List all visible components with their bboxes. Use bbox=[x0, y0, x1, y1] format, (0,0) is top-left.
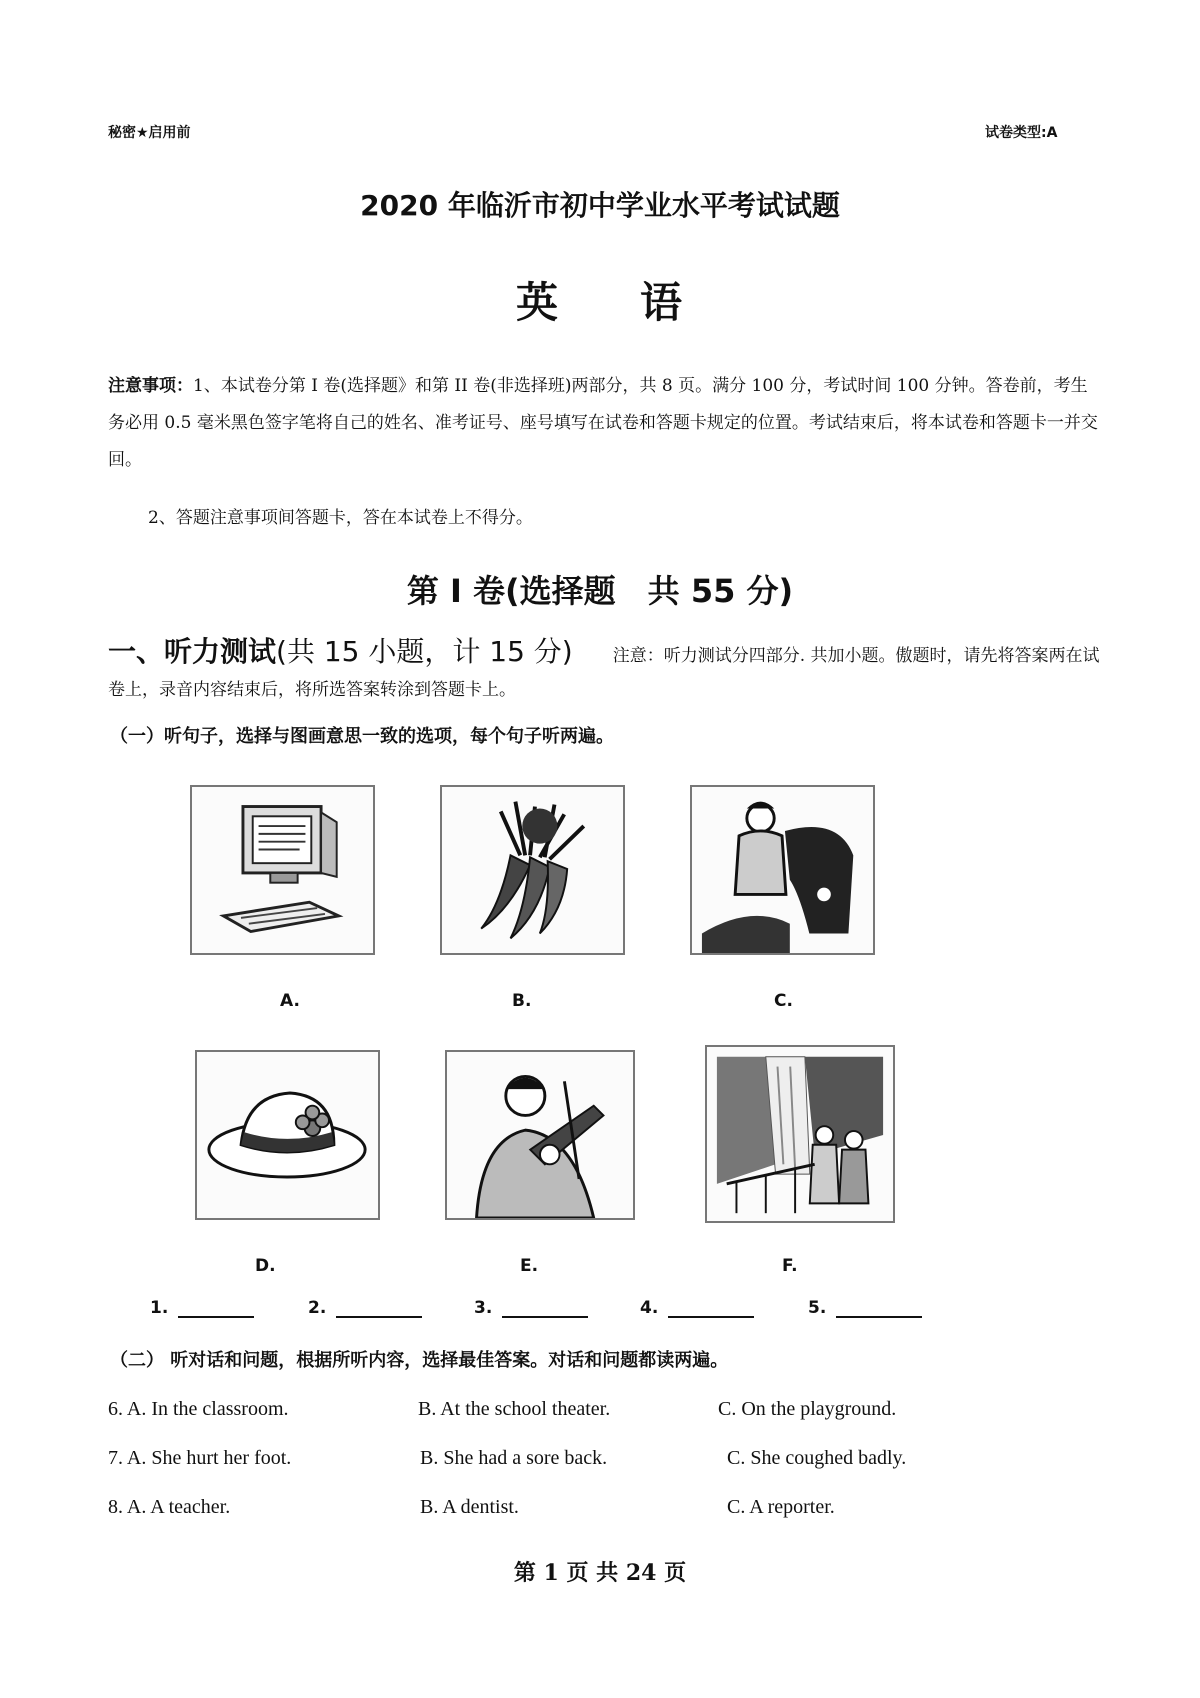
blank-line[interactable] bbox=[502, 1315, 588, 1318]
part-2-instruction: （二） 听对话和问题，根据所听内容，选择最佳答案。对话和问题都读两遍。 bbox=[110, 1350, 729, 1371]
computer-icon bbox=[192, 787, 373, 953]
picture-label-b: B. bbox=[512, 991, 532, 1011]
exam-title: 2020 年临沂市初中学业水平考试试题 bbox=[360, 189, 840, 222]
notes-item-1: 1、本试卷分第 I 卷(选择题》和第 II 卷(非选择班)两部分，共 8 页。满分 100 分，考试时间 100 分钟。答卷前，考生务必用 0.5 毫米黑色签字笔将自己的姓名、准考证号、座号填写在试卷和答题卡规定的位置。考试结束后，将本试卷和答题卡一并交回。 bbox=[108, 376, 1098, 470]
q7-option-c[interactable]: C. She coughed badly. bbox=[727, 1447, 907, 1469]
answer-blank-2[interactable] bbox=[308, 1298, 422, 1318]
picture-label-f: F. bbox=[782, 1256, 798, 1276]
picture-label-d: D. bbox=[255, 1256, 276, 1276]
part-1-instruction: （一）听句子，选择与图画意思一致的选项，每个句子听两遍。 bbox=[110, 726, 614, 747]
picture-label-e: E. bbox=[520, 1256, 539, 1276]
blank-line[interactable] bbox=[668, 1315, 754, 1318]
q8-option-b[interactable]: B. A dentist. bbox=[420, 1496, 519, 1518]
picture-label-c: C. bbox=[774, 991, 793, 1011]
q6-option-b[interactable]: B. At the school theater. bbox=[418, 1398, 611, 1420]
exam-notes bbox=[108, 368, 1100, 479]
section-1-title: 一、听力测试 bbox=[108, 635, 277, 668]
answer-blank-3[interactable] bbox=[474, 1298, 588, 1318]
q7-option-a[interactable]: 7. A. She hurt her foot. bbox=[108, 1447, 292, 1469]
waterfall-icon bbox=[707, 1047, 893, 1221]
blank-line[interactable] bbox=[336, 1315, 422, 1318]
horse-rider-icon bbox=[692, 787, 873, 953]
picture-a bbox=[190, 785, 375, 955]
hat-icon bbox=[197, 1052, 378, 1218]
picture-label-a: A. bbox=[280, 991, 300, 1011]
q7-option-b[interactable]: B. She had a sore back. bbox=[420, 1447, 608, 1469]
violin-player-icon bbox=[447, 1052, 633, 1218]
notes-item-2: 2、答题注意事项间答题卡，答在本试卷上不得分。 bbox=[148, 508, 533, 528]
confidential-label: 秘密★启用前 bbox=[108, 125, 191, 141]
blank-number: 1. bbox=[150, 1298, 169, 1318]
section-1-heading bbox=[108, 635, 1100, 707]
picture-e bbox=[445, 1050, 635, 1220]
section-1-meta: (共 15 小题，计 15 分) bbox=[276, 635, 573, 668]
answer-blank-1[interactable] bbox=[150, 1298, 254, 1318]
blank-number: 2. bbox=[308, 1298, 327, 1318]
volume-1-heading: 第 I 卷(选择题 共 55 分) bbox=[406, 572, 794, 610]
blank-line[interactable] bbox=[836, 1315, 922, 1318]
answer-blank-5[interactable] bbox=[808, 1298, 922, 1318]
q8-option-c[interactable]: C. A reporter. bbox=[727, 1496, 835, 1518]
page-footer: 第 1 页 共 24 页 bbox=[513, 1560, 687, 1586]
notes-lead: 注意事项： bbox=[108, 376, 193, 396]
paper-type-label: 试卷类型:A bbox=[985, 125, 1058, 141]
q8-option-a[interactable]: 8. A. A teacher. bbox=[108, 1496, 231, 1518]
section-1-note: 注意：听力测试分四部分. 共加小题。傲题时，请先将答案两在试卷上，录音内容结束后，将所选答案转涂到答题卡上。 bbox=[108, 646, 1100, 700]
blank-number: 5. bbox=[808, 1298, 827, 1318]
blank-number: 3. bbox=[474, 1298, 493, 1318]
subject-title bbox=[0, 270, 1200, 330]
answer-blank-4[interactable] bbox=[640, 1298, 754, 1318]
picture-c bbox=[690, 785, 875, 955]
blank-number: 4. bbox=[640, 1298, 659, 1318]
picture-b bbox=[440, 785, 625, 955]
picture-f bbox=[705, 1045, 895, 1223]
carrots-icon bbox=[442, 787, 623, 953]
picture-d bbox=[195, 1050, 380, 1220]
q6-option-c[interactable]: C. On the playground. bbox=[718, 1398, 897, 1420]
subject-char-2: 语 bbox=[640, 278, 685, 327]
blank-line[interactable] bbox=[178, 1315, 254, 1318]
subject-char-1: 英 bbox=[515, 278, 560, 327]
q6-option-a[interactable]: 6. A. In the classroom. bbox=[108, 1398, 289, 1420]
